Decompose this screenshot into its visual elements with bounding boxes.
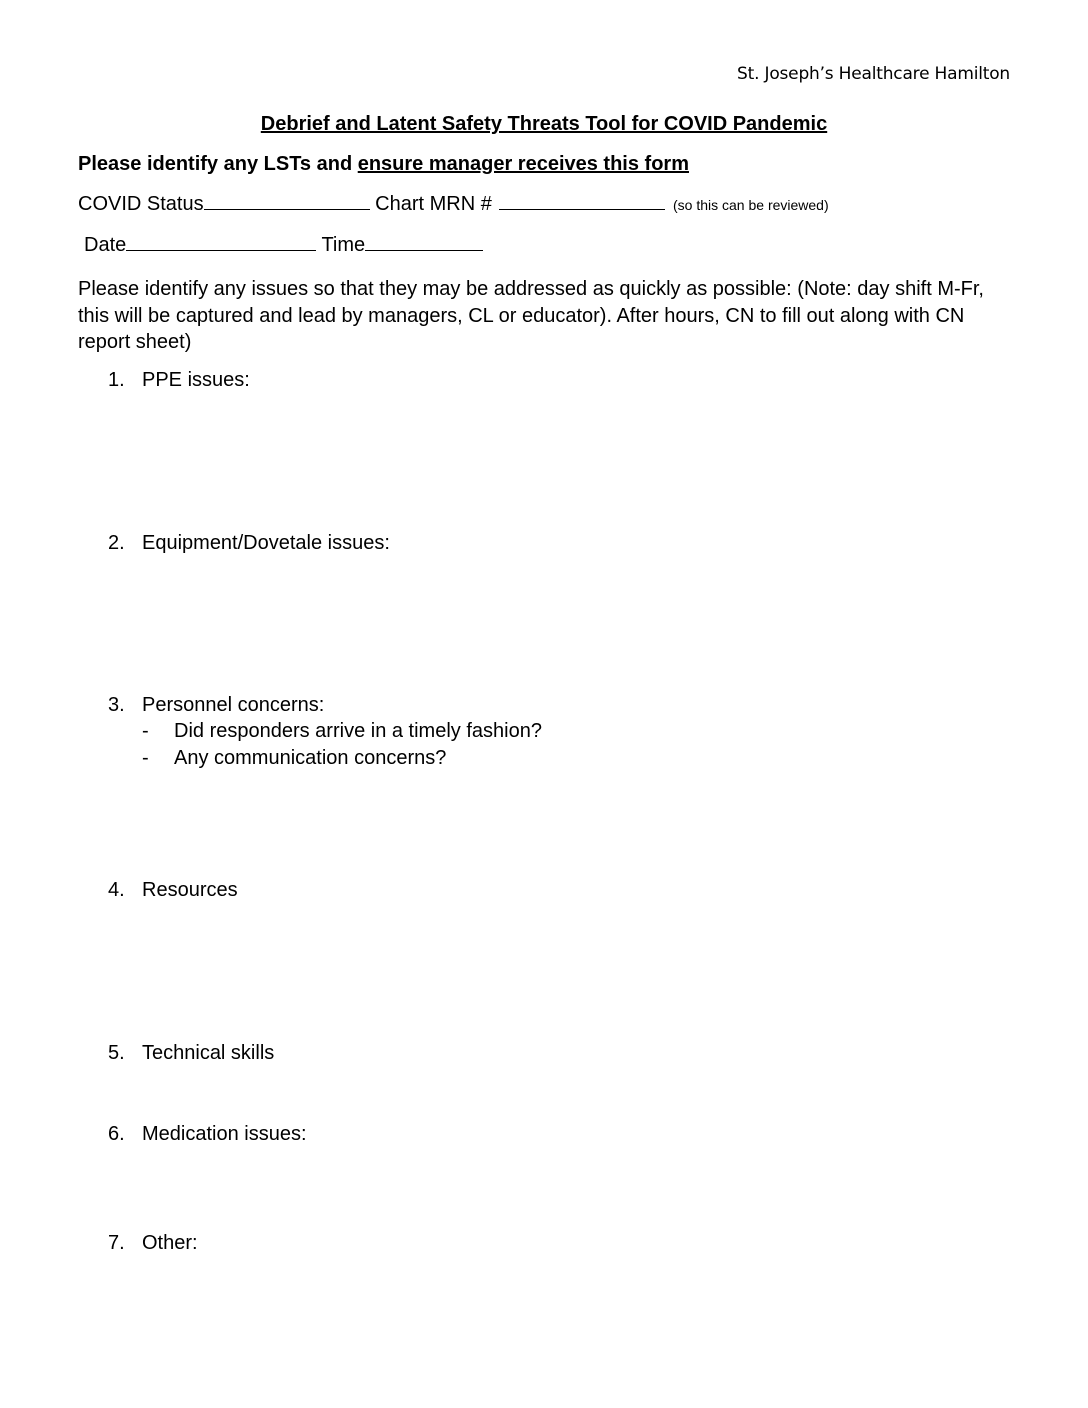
organization-name: St. Joseph’s Healthcare Hamilton [737,64,1010,84]
item-number: 4. [108,879,125,901]
item-label: PPE issues: [142,369,250,391]
item-number: 5. [108,1042,125,1064]
date-label: Date [84,234,127,256]
status-mrn-row [78,193,829,216]
date-field[interactable] [126,234,316,251]
time-field[interactable] [365,234,483,251]
item-label: Personnel concerns: [142,694,325,716]
item-number: 1. [108,369,125,391]
item-equipment-issues [108,532,390,555]
subitem-responders-timely [142,720,542,743]
covid-status-label: COVID Status [78,193,204,215]
item-ppe-issues [108,369,250,392]
item-number: 3. [108,694,125,716]
item-medication-issues [108,1123,307,1146]
item-personnel-concerns [108,694,324,717]
item-number: 2. [108,532,125,554]
instructions-paragraph: Please identify any issues so that they may be addressed as quickly as possible: (Note: day shift M-Fr, this will be captured and lead by managers, CL or educator). After hours, CN to fill out along with CN report sheet) [78,278,984,353]
subitem-dash: - [142,747,149,769]
chart-mrn-note: (so this can be reviewed) [673,197,829,213]
instruction-underlined: ensure manager receives this form [357,153,689,175]
item-resources [108,879,238,902]
item-number: 7. [108,1232,125,1254]
instruction-line [78,153,689,176]
date-time-row [84,234,483,257]
item-label: Equipment/Dovetale issues: [142,532,390,554]
subitem-text: Did responders arrive in a timely fashion? [174,720,542,742]
covid-status-field[interactable] [204,193,370,210]
item-label: Resources [142,879,238,901]
subitem-communication-concerns [142,747,446,770]
document-title: Debrief and Latent Safety Threats Tool for COVID Pandemic [260,113,828,135]
chart-mrn-field[interactable] [499,193,665,210]
subitem-text: Any communication concerns? [174,747,447,769]
item-label: Technical skills [142,1042,275,1064]
time-label: Time [321,234,366,256]
item-label: Other: [142,1232,198,1254]
chart-mrn-label: Chart MRN # [375,193,492,215]
item-number: 6. [108,1123,125,1145]
item-technical-skills [108,1042,274,1065]
item-other [108,1232,198,1255]
subitem-dash: - [142,720,149,742]
item-label: Medication issues: [142,1123,307,1145]
instruction-prefix: Please identify any LSTs and [78,153,358,175]
